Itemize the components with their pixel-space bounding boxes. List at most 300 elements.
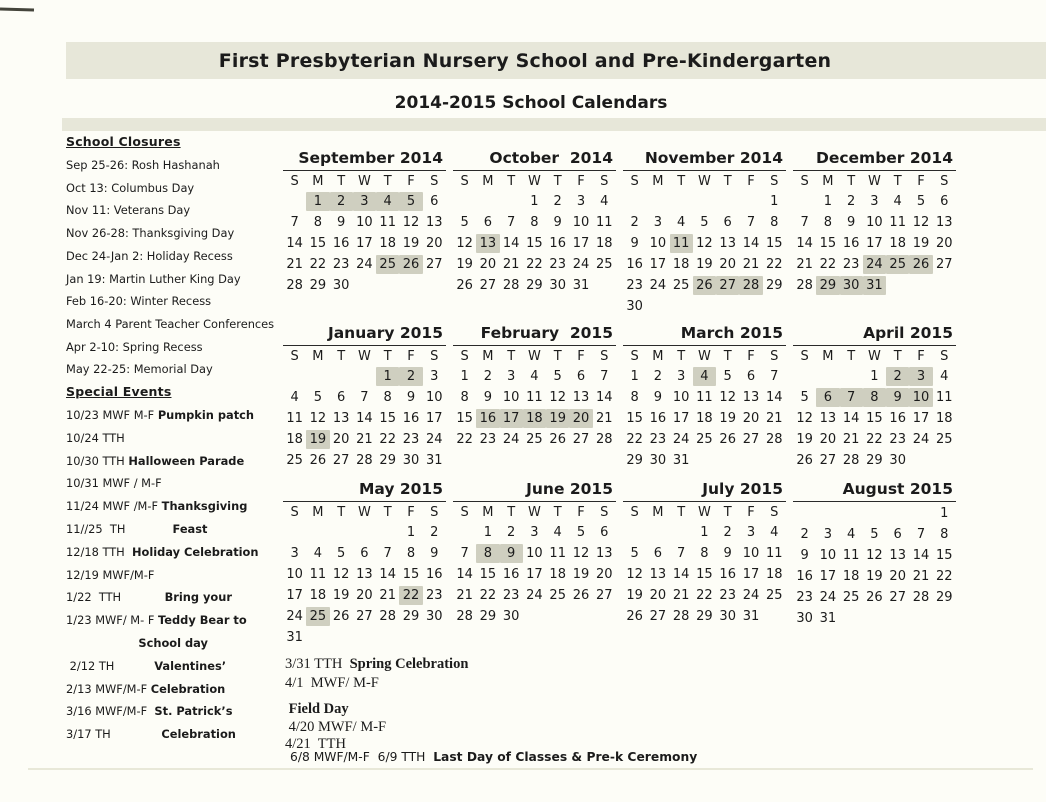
day-november-2014-16: 16 [626,257,643,272]
week-row [283,366,446,387]
day-december-2014-31: 31 [863,276,886,295]
day-july-2015-22: 22 [696,588,713,603]
day-april-2015-12: 12 [796,411,813,426]
day-october-2014-13: 13 [476,234,499,253]
calendar-grid [283,148,956,648]
weekday-label: W [868,349,881,364]
day-october-2014-25: 25 [595,257,613,272]
day-june-2015-7: 7 [460,546,469,561]
day-september-2014-7: 7 [290,215,299,230]
week-row [283,585,446,606]
day-february-2015-22: 22 [456,432,473,447]
week-row [453,254,616,275]
weekday-label: T [507,174,516,189]
day-may-2015-13: 13 [356,567,373,582]
week-row [623,585,786,606]
event-item: 10/31 MWF / M-F [66,476,162,491]
closure-item: Feb 16-20: Winter Recess [66,294,212,309]
day-june-2015-14: 14 [456,567,473,582]
week-row [623,233,786,254]
event-item: 10/30 TTH Halloween Parade [66,453,245,468]
week-row [283,212,446,233]
week-row [453,233,616,254]
day-august-2015-23: 23 [796,590,813,605]
day-october-2014-26: 26 [456,278,473,293]
weekday-header [283,503,446,522]
day-november-2014-1: 1 [770,194,779,209]
day-june-2015-26: 26 [572,588,590,603]
month-rule [453,501,616,502]
day-march-2015-3: 3 [677,369,686,384]
day-august-2015-19: 19 [866,569,883,584]
week-row [283,408,446,429]
week-row [283,275,446,296]
sidebar [66,134,288,746]
day-february-2015-21: 21 [595,411,613,426]
day-december-2014-30: 30 [840,276,863,295]
note-line: Field Day [288,701,349,717]
weekday-label: F [747,349,755,364]
weekday-label: F [917,174,925,189]
day-december-2014-20: 20 [935,236,953,251]
day-december-2014-19: 19 [912,236,930,251]
day-february-2015-8: 8 [460,390,469,405]
day-december-2014-15: 15 [819,236,837,251]
day-december-2014-24: 24 [863,255,886,274]
day-march-2015-22: 22 [626,432,643,447]
day-april-2015-19: 19 [796,432,813,447]
day-june-2015-20: 20 [595,567,613,582]
day-february-2015-24: 24 [502,432,520,447]
day-july-2015-28: 28 [672,609,690,624]
day-august-2015-7: 7 [916,527,926,542]
weekday-label: W [358,174,371,189]
day-december-2014-1: 1 [823,194,833,209]
weekday-label: M [482,174,494,189]
day-january-2015-21: 21 [356,432,373,447]
day-september-2014-16: 16 [332,236,350,251]
day-august-2015-15: 15 [935,548,953,563]
day-july-2015-27: 27 [649,609,667,624]
day-february-2015-20: 20 [569,409,592,428]
closure-item: Nov 26-28: Thanksgiving Day [66,226,235,241]
day-july-2015-14: 14 [672,567,690,582]
week-row [623,275,786,296]
weekday-label: T [723,174,732,189]
day-june-2015-22: 22 [479,588,497,603]
day-may-2015-4: 4 [313,546,323,561]
day-february-2015-5: 5 [553,369,562,384]
week-row [793,545,956,566]
weekday-label: T [337,349,346,364]
day-january-2015-5: 5 [313,390,323,405]
day-april-2015-29: 29 [866,453,883,468]
day-january-2015-7: 7 [360,390,369,405]
week-row [283,543,446,564]
day-january-2015-8: 8 [383,390,392,405]
week-row [623,254,786,275]
day-april-2015-18: 18 [935,411,953,426]
day-april-2015-13: 13 [819,411,837,426]
day-january-2015-11: 11 [286,411,303,426]
day-october-2014-2: 2 [553,194,562,209]
day-december-2014-23: 23 [842,257,860,272]
day-february-2015-28: 28 [595,432,613,447]
month-rule [283,170,446,171]
week-row [453,387,616,408]
week-row [453,408,616,429]
weekday-label: S [770,174,779,189]
day-april-2015-23: 23 [889,432,906,447]
day-january-2015-29: 29 [379,453,396,468]
month-title: August 2015 [842,480,953,498]
day-february-2015-12: 12 [549,390,566,405]
weekday-label: S [290,349,299,364]
weekday-label: F [917,349,925,364]
week-row [283,429,446,450]
day-march-2015-7: 7 [770,369,779,384]
day-august-2015-29: 29 [935,590,953,605]
day-june-2015-9: 9 [500,544,523,563]
week-row [623,606,786,627]
day-april-2015-30: 30 [889,453,906,468]
day-january-2015-10: 10 [425,390,443,405]
week-row [793,587,956,608]
weekday-label: S [940,174,949,189]
day-january-2015-12: 12 [309,411,327,426]
day-august-2015-28: 28 [912,590,930,605]
scan-artifact-line [0,8,34,12]
day-february-2015-13: 13 [572,390,590,405]
page-title: First Presbyterian Nursery School and Pre-Kindergarten [218,49,832,72]
weekday-label: M [482,349,494,364]
day-november-2014-25: 25 [672,278,690,293]
week-row [793,524,956,545]
day-may-2015-30: 30 [425,609,443,624]
day-august-2015-20: 20 [889,569,906,584]
weekday-label: T [507,349,516,364]
day-june-2015-13: 13 [595,546,613,561]
day-april-2015-6: 6 [816,388,839,407]
day-march-2015-19: 19 [719,411,736,426]
day-march-2015-11: 11 [696,390,713,405]
day-october-2014-14: 14 [502,236,520,251]
day-january-2015-16: 16 [402,411,420,426]
day-september-2014-5: 5 [399,192,422,211]
day-november-2014-9: 9 [630,236,639,251]
day-october-2014-12: 12 [456,236,473,251]
day-march-2015-30: 30 [649,453,667,468]
weekday-label: T [723,349,732,364]
day-january-2015-30: 30 [402,453,420,468]
day-december-2014-9: 9 [847,215,856,230]
day-may-2015-19: 19 [332,588,350,603]
day-november-2014-2: 2 [630,215,639,230]
week-row [453,522,616,543]
day-july-2015-31: 31 [742,609,760,624]
month-rule [793,501,956,502]
month-october-2014 [453,148,616,323]
day-august-2015-11: 11 [842,548,860,563]
day-april-2015-8: 8 [863,388,886,407]
day-march-2015-9: 9 [653,390,663,405]
week-row [453,366,616,387]
day-november-2014-6: 6 [723,215,732,230]
closure-item: Sep 25-26: Rosh Hashanah [66,158,220,172]
day-october-2014-27: 27 [479,278,497,293]
week-row [283,387,446,408]
weekday-label: T [847,349,856,364]
day-november-2014-10: 10 [649,236,667,251]
weekday-label: S [800,174,809,189]
day-january-2015-3: 3 [430,369,439,384]
weekday-label: F [577,174,585,189]
day-january-2015-1: 1 [376,367,399,386]
weekday-header [623,503,786,522]
day-october-2014-22: 22 [526,257,543,272]
month-december-2014 [793,148,956,323]
day-november-2014-13: 13 [719,236,736,251]
day-december-2014-11: 11 [889,215,906,230]
day-september-2014-19: 19 [402,236,420,251]
weekday-label: S [290,174,299,189]
note-field-day [285,701,386,754]
weekday-label: W [698,349,711,364]
day-june-2015-25: 25 [549,588,566,603]
day-november-2014-17: 17 [649,257,667,272]
day-august-2015-13: 13 [889,548,906,563]
day-may-2015-20: 20 [356,588,373,603]
week-row [793,408,956,429]
weekday-label: W [868,174,881,189]
weekday-label: S [430,505,439,520]
weekday-label: W [698,174,711,189]
week-row [283,233,446,254]
day-february-2015-2: 2 [483,369,493,384]
day-may-2015-1: 1 [406,525,416,540]
day-august-2015-30: 30 [796,611,813,626]
note-line: 6/8 MWF/M-F 6/9 TTH Last Day of Classes & Pre-k Ceremony [290,750,698,764]
day-may-2015-11: 11 [309,567,327,582]
day-april-2015-28: 28 [842,453,860,468]
day-july-2015-1: 1 [700,525,709,540]
day-december-2014-29: 29 [816,276,839,295]
weekday-header [283,347,446,366]
day-october-2014-31: 31 [572,278,590,293]
day-may-2015-3: 3 [290,546,299,561]
day-october-2014-11: 11 [595,215,613,230]
day-march-2015-28: 28 [765,432,783,447]
event-item: 3/16 MWF/M-F St. Patrick’s [66,704,233,719]
weekday-header [453,347,616,366]
day-july-2015-4: 4 [770,525,779,540]
closure-item: Oct 13: Columbus Day [66,180,195,195]
event-item: 3/17 TH Celebration [66,727,236,742]
day-september-2014-29: 29 [309,278,327,293]
day-march-2015-15: 15 [626,411,643,426]
event-item: 1/22 TTH Bring your [66,590,232,605]
day-september-2014-8: 8 [313,215,323,230]
day-june-2015-6: 6 [600,525,609,540]
day-december-2014-8: 8 [823,215,833,230]
week-row [623,366,786,387]
month-rule [623,345,786,346]
day-january-2015-6: 6 [337,390,346,405]
week-row [283,254,446,275]
weekday-label: W [528,174,541,189]
day-november-2014-26: 26 [693,276,716,295]
day-february-2015-6: 6 [576,369,586,384]
day-july-2015-15: 15 [696,567,713,582]
weekday-label: W [528,349,541,364]
day-january-2015-26: 26 [309,453,327,468]
note-spring [285,655,468,693]
day-july-2015-3: 3 [746,525,756,540]
week-row [453,606,616,627]
day-october-2014-30: 30 [549,278,566,293]
day-may-2015-5: 5 [337,546,346,561]
day-september-2014-3: 3 [353,192,376,211]
month-title: February 2015 [480,324,613,342]
day-october-2014-29: 29 [526,278,543,293]
day-july-2015-30: 30 [719,609,736,624]
day-september-2014-11: 11 [379,215,396,230]
day-june-2015-5: 5 [576,525,586,540]
weekday-label: M [312,174,324,189]
weekday-label: T [383,349,392,364]
week-row [453,212,616,233]
weekday-label: T [677,505,686,520]
weekday-label: S [290,505,299,520]
day-october-2014-6: 6 [483,215,493,230]
day-february-2015-19: 19 [546,409,569,428]
day-december-2014-4: 4 [893,194,902,209]
event-item: 2/13 MWF/M-F Celebration [66,681,226,696]
day-july-2015-13: 13 [649,567,667,582]
weekday-label: S [630,349,639,364]
day-november-2014-20: 20 [719,257,736,272]
day-september-2014-28: 28 [286,278,303,293]
day-january-2015-14: 14 [356,411,373,426]
day-february-2015-10: 10 [502,390,520,405]
week-row [793,429,956,450]
day-august-2015-9: 9 [800,548,809,563]
day-march-2015-20: 20 [742,411,760,426]
day-july-2015-20: 20 [649,588,667,603]
day-march-2015-12: 12 [719,390,736,405]
day-march-2015-31: 31 [672,453,690,468]
weekday-label: T [677,174,686,189]
day-june-2015-19: 19 [572,567,590,582]
weekday-label: F [407,349,415,364]
day-august-2015-22: 22 [935,569,953,584]
scan-artifact-faint-line [28,768,1033,770]
event-item: 1/23 MWF/ M- F Teddy Bear to [66,613,247,628]
day-may-2015-15: 15 [402,567,420,582]
month-title: November 2014 [644,149,783,167]
weekday-label: S [600,349,609,364]
day-april-2015-4: 4 [940,369,949,384]
day-december-2014-17: 17 [866,236,883,251]
month-november-2014 [623,148,786,323]
day-july-2015-2: 2 [723,525,732,540]
day-may-2015-22: 22 [399,586,422,605]
day-december-2014-5: 5 [916,194,926,209]
day-june-2015-11: 11 [549,546,566,561]
day-february-2015-4: 4 [530,369,539,384]
note-line: 4/20 MWF/ M-F [285,718,387,735]
month-title: October 2014 [489,149,613,167]
day-april-2015-22: 22 [866,432,883,447]
day-may-2015-17: 17 [286,588,303,603]
week-row [793,275,956,296]
week-row [793,566,956,587]
day-october-2014-16: 16 [549,236,566,251]
day-october-2014-19: 19 [456,257,473,272]
day-february-2015-23: 23 [479,432,497,447]
day-april-2015-20: 20 [819,432,837,447]
day-august-2015-12: 12 [866,548,883,563]
day-march-2015-23: 23 [649,432,667,447]
day-august-2015-16: 16 [796,569,813,584]
day-april-2015-21: 21 [842,432,860,447]
weekday-label: M [312,349,324,364]
day-april-2015-7: 7 [840,388,863,407]
closure-item: May 22-25: Memorial Day [66,362,213,377]
day-september-2014-30: 30 [332,278,350,293]
note-line: 4/1 MWF/ M-F [285,675,379,691]
day-july-2015-23: 23 [719,588,736,603]
day-november-2014-28: 28 [739,276,762,295]
day-may-2015-18: 18 [309,588,327,603]
day-november-2014-27: 27 [716,276,739,295]
day-december-2014-6: 6 [940,194,949,209]
day-february-2015-3: 3 [507,369,516,384]
day-april-2015-16: 16 [889,411,906,426]
month-title: May 2015 [358,480,443,498]
day-may-2015-21: 21 [379,588,396,603]
day-may-2015-31: 31 [286,630,303,645]
weekday-label: M [312,505,324,520]
week-row [623,564,786,585]
day-august-2015-18: 18 [842,569,860,584]
day-may-2015-27: 27 [356,609,373,624]
week-row [793,233,956,254]
day-may-2015-26: 26 [332,609,350,624]
day-december-2014-22: 22 [819,257,837,272]
day-october-2014-1: 1 [530,194,539,209]
day-may-2015-16: 16 [425,567,443,582]
day-december-2014-12: 12 [912,215,930,230]
closure-item: Nov 11: Veterans Day [66,203,191,218]
day-may-2015-23: 23 [425,588,443,603]
day-february-2015-15: 15 [456,411,473,426]
day-july-2015-9: 9 [723,546,732,561]
day-may-2015-24: 24 [286,609,303,624]
school-closures-title: School Closures [66,134,181,149]
month-march-2015 [623,323,786,479]
day-october-2014-9: 9 [553,215,562,230]
month-april-2015 [793,323,956,479]
day-april-2015-14: 14 [842,411,860,426]
month-title: June 2015 [526,480,613,498]
weekday-label: T [507,505,516,520]
week-row [623,296,786,317]
day-june-2015-18: 18 [549,567,566,582]
day-january-2015-13: 13 [332,411,350,426]
day-january-2015-24: 24 [425,432,443,447]
weekday-label: F [407,174,415,189]
